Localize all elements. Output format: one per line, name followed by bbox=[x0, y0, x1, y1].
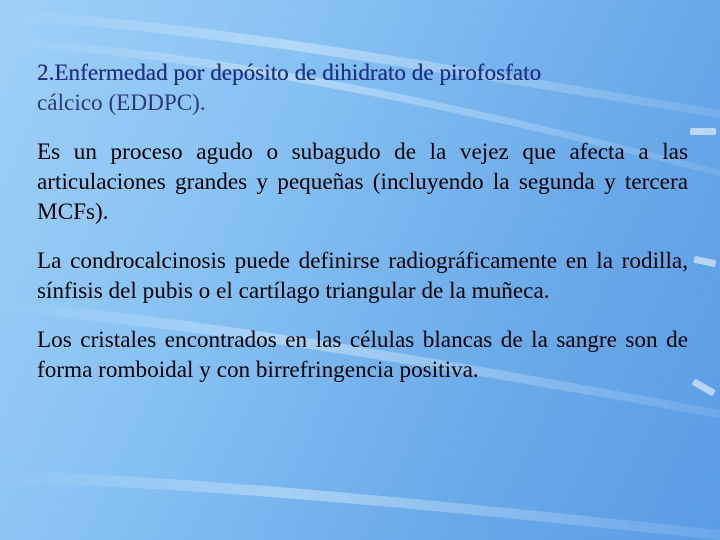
paragraph-1: Es un proceso agudo o subagudo de la vejez que afecta a las articulaciones grandes y pequeñas (incluyendo la segunda y tercera MCFs). bbox=[37, 139, 688, 225]
slide-title bbox=[37, 58, 688, 118]
paragraph-2: La condrocalcinosis puede definirse radiográficamente en la rodilla, sínfisis del pubis o el cartílago triangular de la muñeca. bbox=[37, 248, 688, 304]
paragraph-3: Los cristales encontrados en las células blancas de la sangre son de forma romboidal y con birrefringencia positiva. bbox=[37, 327, 688, 383]
slide-content bbox=[37, 58, 688, 404]
title-line-2: cálcico (EDDPC). bbox=[37, 90, 206, 116]
title-line-1: 2.Enfermedad por depósito de dihidrato de pirofosfato bbox=[37, 60, 542, 86]
